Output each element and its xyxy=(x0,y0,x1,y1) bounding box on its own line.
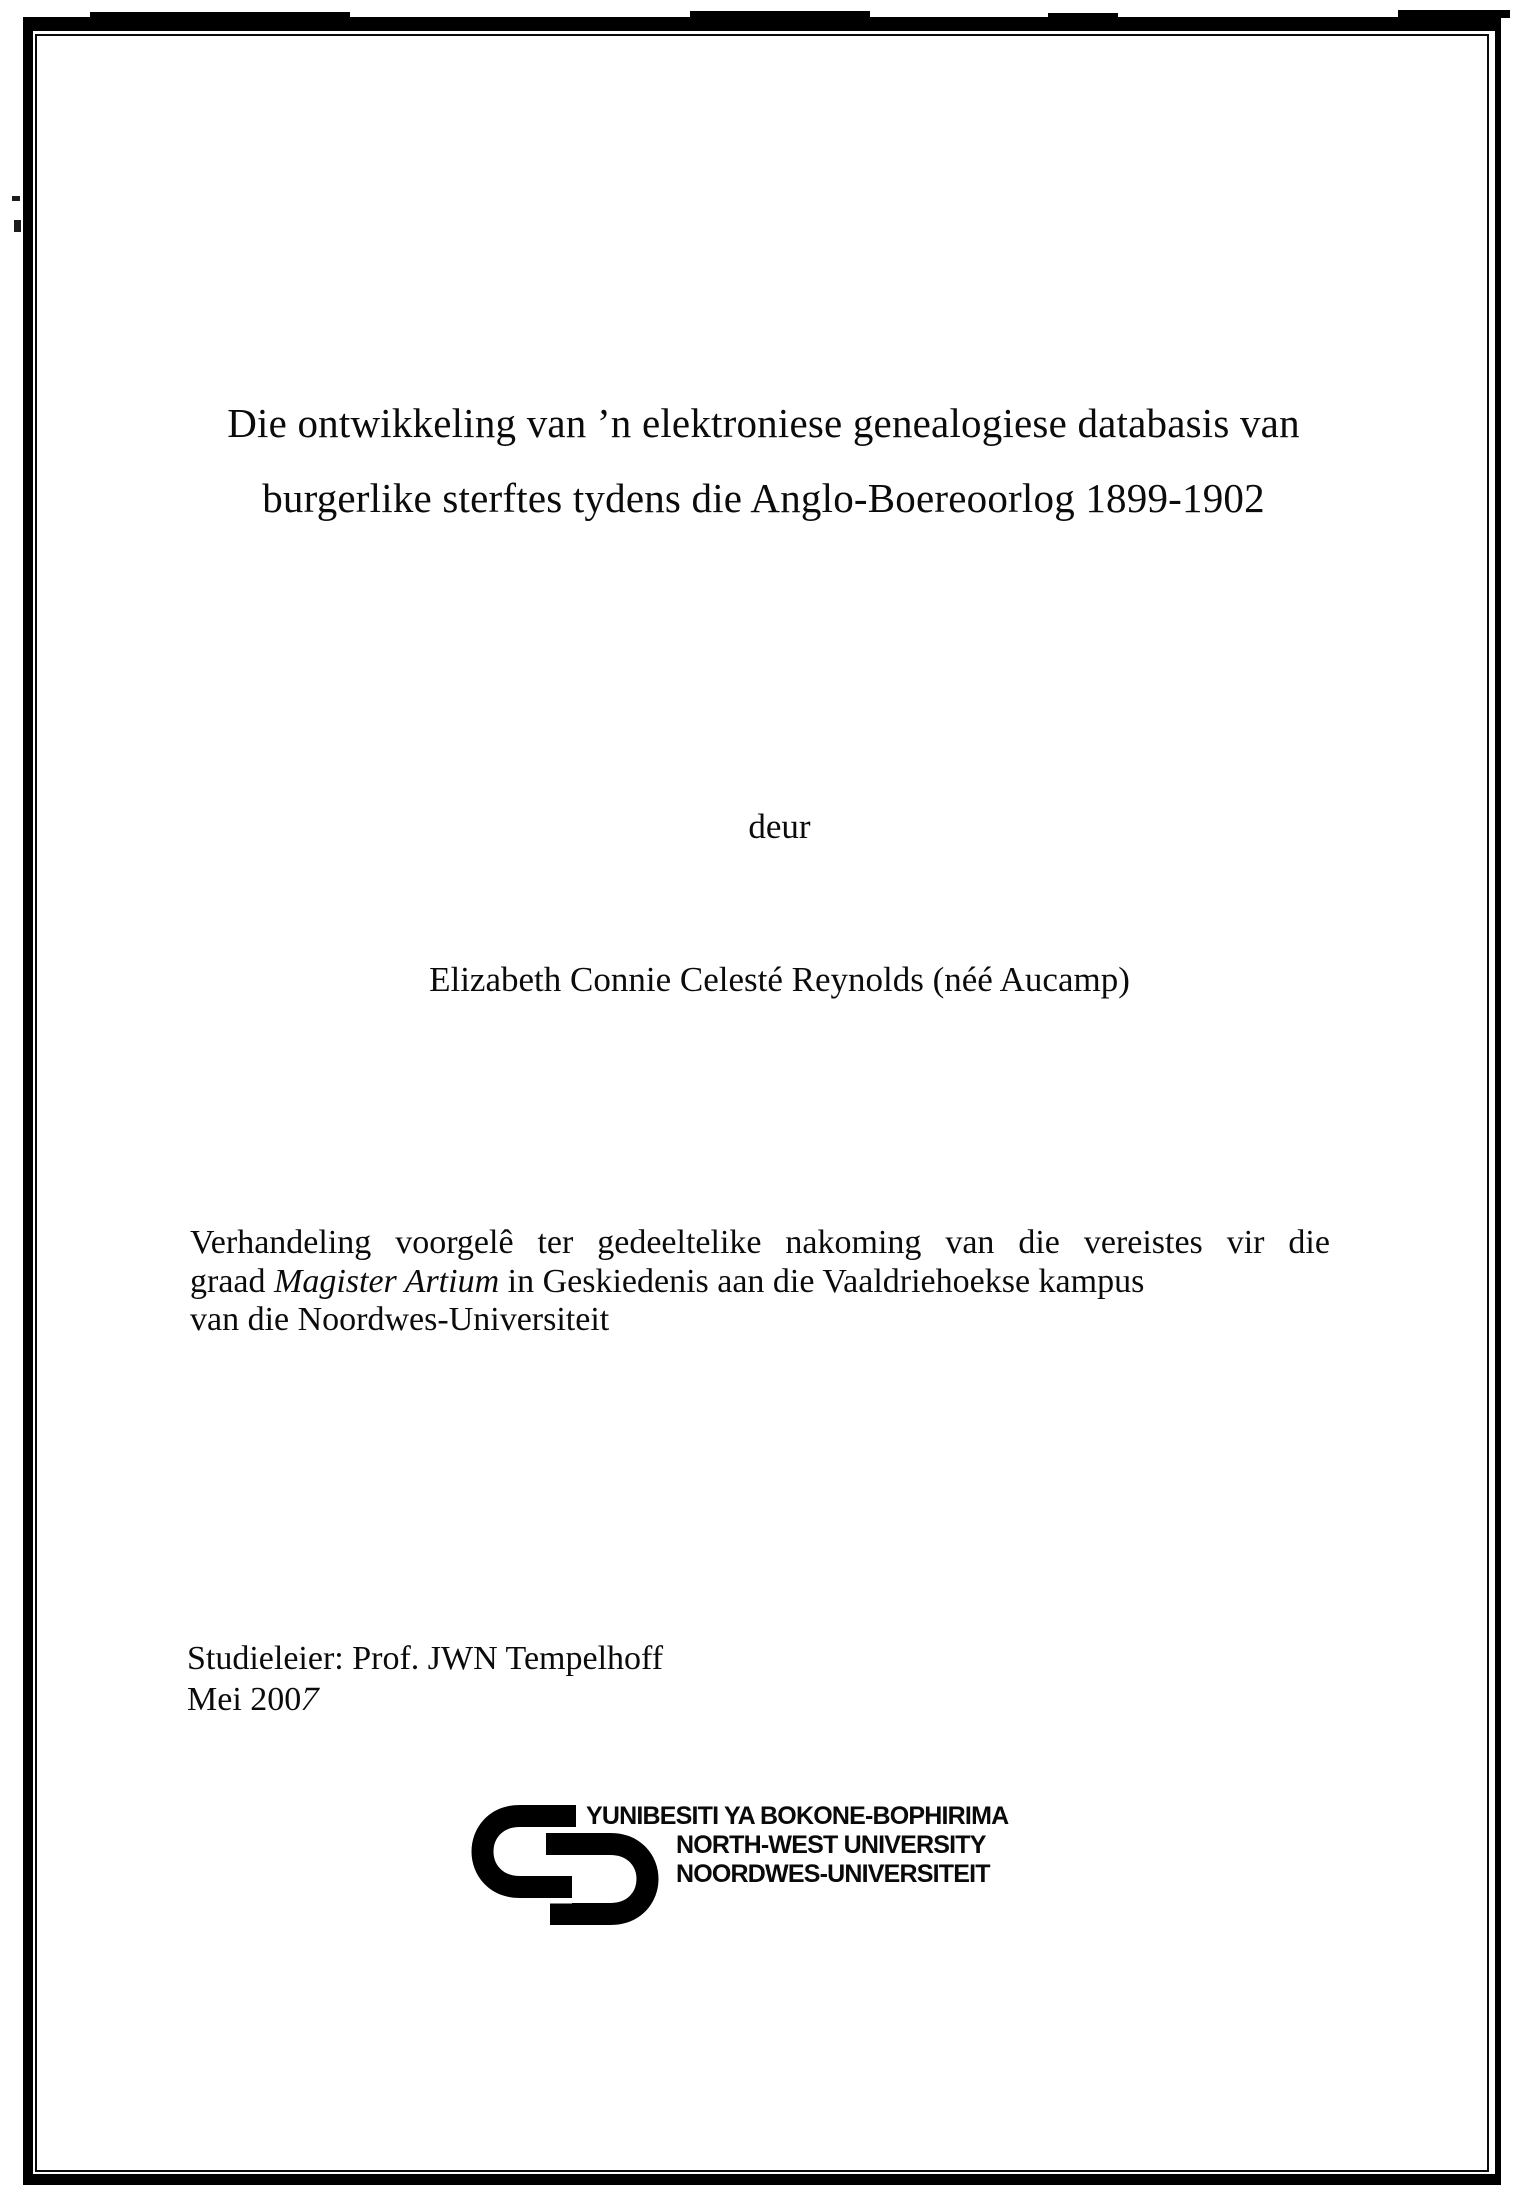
logo-text-english: NORTH-WEST UNIVERSITY xyxy=(676,1831,986,1859)
thesis-title-line1: Die ontwikkeling van ’n elektroniese genealogiese databasis van xyxy=(227,400,1300,446)
thesis-title xyxy=(0,386,1527,536)
author-name: Elizabeth Connie Celesté Reynolds (néé Aucamp) xyxy=(429,960,1130,999)
submission-word: die xyxy=(1288,1224,1330,1261)
byline-label: deur xyxy=(748,807,811,846)
submission-line2-prefix: graad xyxy=(190,1262,275,1300)
date-last-digit: 7 xyxy=(296,1681,323,1718)
submission-line2-suffix: in Geskiedenis aan die Vaaldriehoekse kampus xyxy=(499,1262,1145,1300)
submission-word: ter xyxy=(537,1224,574,1261)
degree-name: Magister Artium xyxy=(274,1262,500,1300)
submission-word: vir xyxy=(1226,1224,1265,1261)
logo-text-setswana: YUNIBESITI YA BOKONE-BOPHIRIMA xyxy=(586,1802,1009,1830)
date-line xyxy=(187,1679,663,1720)
submission-word: van xyxy=(945,1224,995,1261)
submission-line2 xyxy=(190,1263,1330,1302)
date-prefix: Mei 200 xyxy=(187,1681,302,1718)
scan-speck xyxy=(14,220,21,232)
scan-speck xyxy=(12,196,20,201)
submission-word: vereistes xyxy=(1083,1224,1203,1261)
submission-word: die xyxy=(1018,1224,1060,1261)
nwu-logo-wordmark xyxy=(586,1802,1008,1889)
submission-line3: van die Noordwes-Universiteit xyxy=(190,1301,610,1338)
supervisor-block xyxy=(187,1638,663,1720)
supervisor-line: Studieleier: Prof. JWN Tempelhoff xyxy=(187,1640,664,1677)
submission-word: nakoming xyxy=(785,1224,922,1261)
submission-word: gedeeltelike xyxy=(597,1224,762,1261)
logo-text-afrikaans: NOORDWES-UNIVERSITEIT xyxy=(676,1860,990,1888)
submission-word: voorgelê xyxy=(395,1224,514,1261)
thesis-title-line2: burgerlike sterftes tydens die Anglo-Boereoorlog 1899-1902 xyxy=(262,475,1265,521)
submission-line1 xyxy=(190,1224,1330,1263)
submission-statement xyxy=(190,1224,1330,1340)
submission-word: Verhandeling xyxy=(190,1224,372,1261)
